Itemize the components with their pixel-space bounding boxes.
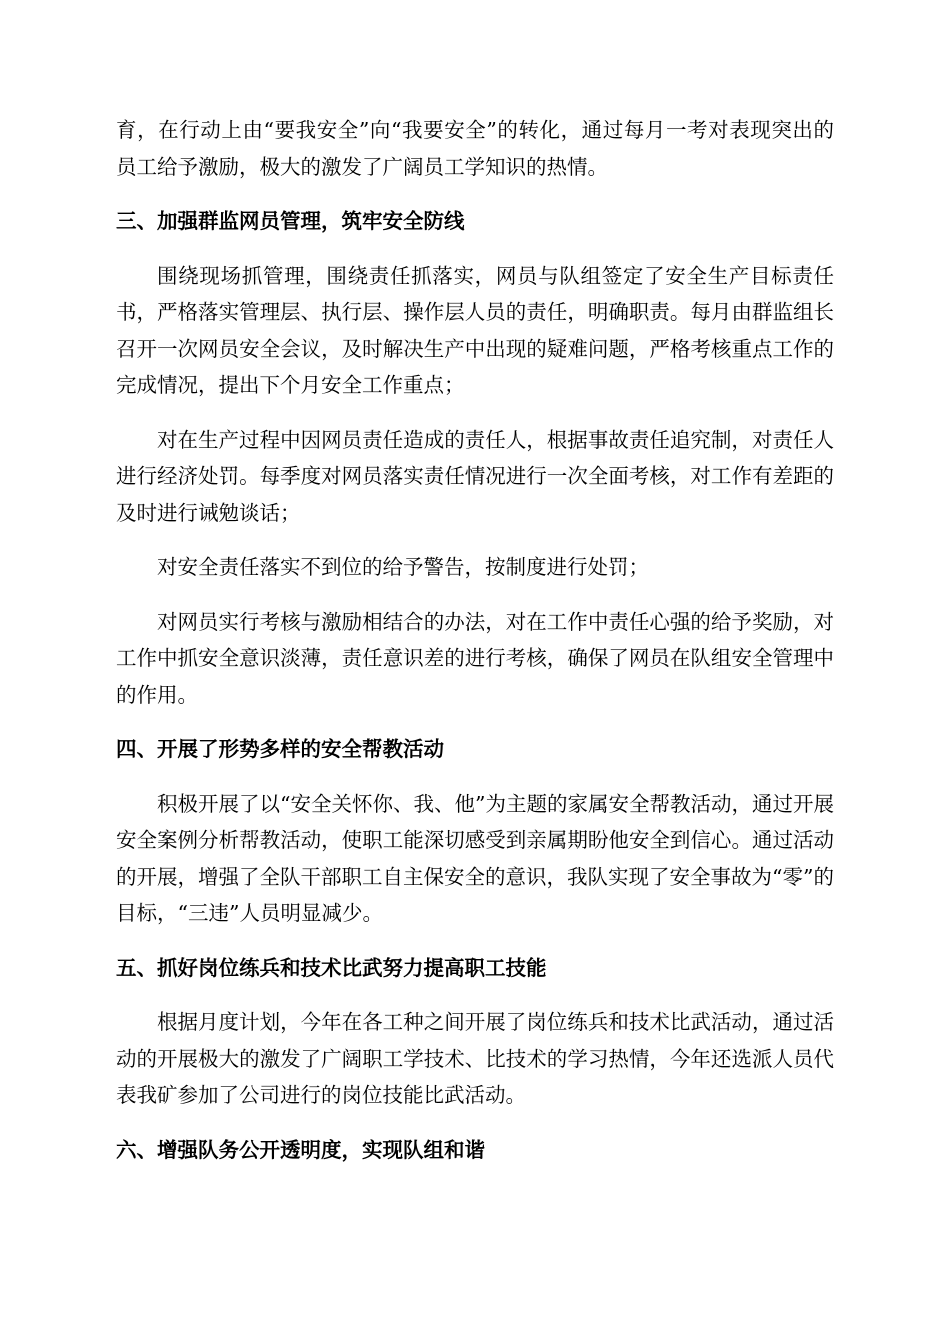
section-heading-4: 四、开展了形势多样的安全帮教活动	[116, 737, 444, 761]
paragraph: 对网员实行考核与激励相结合的办法，对在工作中责任心强的给予奖励，对工作中抓安全意识淡薄，责任意识差的进行考核，确保了网员在队组安全管理中的作用。	[116, 609, 834, 707]
paragraph: 围绕现场抓管理，围绕责任抓落实，网员与队组签定了安全生产目标责任书，严格落实管理层、执行层、操作层人员的责任，明确职责。每月由群监组长召开一次网员安全会议，及时解决生产中出现的疑难问题，严格考核重点工作的完成情况，提出下个月安全工作重点；	[116, 263, 834, 397]
section-heading-6: 六、增强队务公开透明度，实现队组和谐	[116, 1137, 485, 1162]
paragraph: 对在生产过程中因网员责任造成的责任人，根据事故责任追究制，对责任人进行经济处罚。每季度对网员落实责任情况进行一次全面考核，对工作有差距的及时进行诫勉谈话；	[116, 427, 834, 525]
paragraph: 对安全责任落实不到位的给予警告，按制度进行处罚；	[157, 555, 649, 579]
paragraph-continuation: 育，在行动上由“要我安全”向“我要安全”的转化，通过每月一考对表现突出的员工给予激励，极大的激发了广阔员工学知识的热情。	[116, 118, 834, 179]
section-heading-5: 五、抓好岗位练兵和技术比武努力提高职工技能	[116, 955, 547, 980]
paragraph: 根据月度计划，今年在各工种之间开展了岗位练兵和技术比武活动，通过活动的开展极大的激发了广阔职工学技术、比技术的学习热情，今年还选派人员代表我矿参加了公司进行的岗位技能比武活动。	[116, 1010, 834, 1107]
document-page	[116, 112, 834, 1168]
section-heading-3: 三、加强群监网员管理，筑牢安全防线	[116, 209, 465, 233]
paragraph: 积极开展了以“安全关怀你、我、他”为主题的家属安全帮教活动，通过开展安全案例分析帮教活动，使职工能深切感受到亲属期盼他安全到信心。通过活动的开展，增强了全队干部职工自主保安全的意识，我队实现了安全事故为“零”的目标，“三违”人员明显减少。	[116, 791, 834, 925]
